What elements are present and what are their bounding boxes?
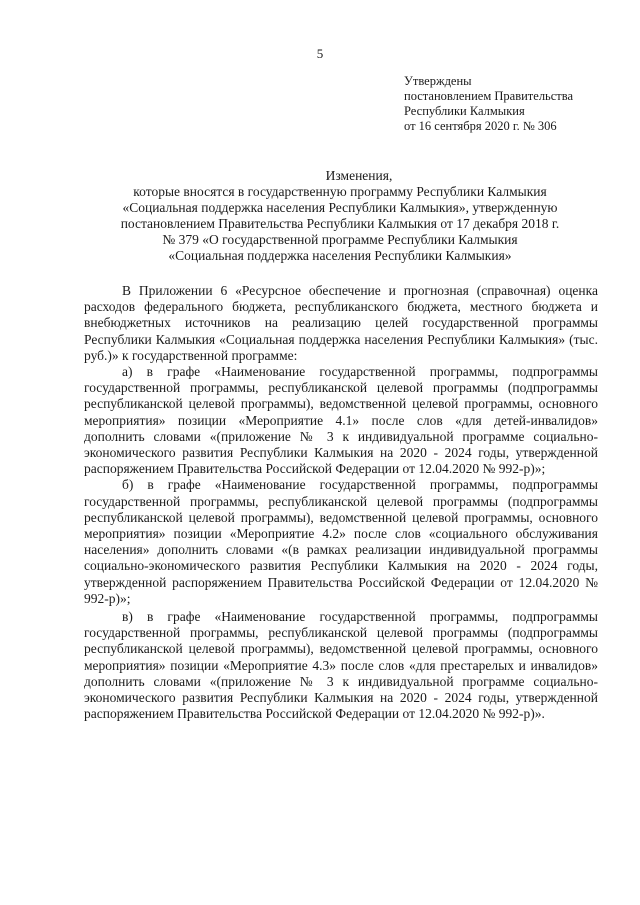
title-line: № 379 «О государственной программе Республики Калмыкия bbox=[162, 232, 518, 247]
approval-stamp bbox=[404, 74, 634, 134]
page-number: 5 bbox=[316, 46, 324, 61]
document-title bbox=[80, 168, 600, 264]
title-line: «Социальная поддержка населения Республики Калмыкия» bbox=[168, 248, 512, 263]
body-paragraph-intro: В Приложении 6 «Ресурсное обеспечение и прогнозная (справочная) оценка расходов федерального бюджета, республиканского бюджета, местного бюджета и внебюджетных источников на реализацию целей государственной программы Республики Калмыкия «Социальная поддержка населения Республики Калмыкия» (тыс. руб.)» к государственной программе: bbox=[84, 283, 598, 363]
approval-line: Утверждены bbox=[404, 74, 472, 88]
document-body bbox=[84, 283, 598, 722]
body-paragraph-b: б) в графе «Наименование государственной программы, подпрограммы государственной программы, республиканской целевой программы (подпрограммы республиканской целевой программы), ведомственной целевой программы, основного мероприятия» позиции «Мероприятие 4.2» после слов «социального обслуживания населения» дополнить словами «(в рамках реализации индивидуальной программы социально-экономического развития Республики Калмыкия на 2020 - 2024 годы, утвержденной распоряжением Правительства Российской Федерации от 12.04.2020 № 992-р)»; bbox=[84, 477, 598, 606]
body-paragraph-c: в) в графе «Наименование государственной программы, подпрограммы государственной программы, республиканской целевой программы (подпрограммы республиканской целевой программы), ведомственной целевой программы, основного мероприятия» позиции «Мероприятие 4.3» после слов «для престарелых и инвалидов» дополнить словами «(приложение № 3 к индивидуальной программе социально-экономического развития Республики Калмыкия на 2020 - 2024 годы, утвержденной распоряжением Правительства Российской Федерации от 12.04.2020 № 992-р)». bbox=[84, 609, 598, 722]
approval-line: постановлением Правительства bbox=[404, 89, 574, 103]
title-line: постановлением Правительства Республики Калмыкия от 17 декабря 2018 г. bbox=[120, 216, 560, 231]
body-paragraph-a: а) в графе «Наименование государственной программы, подпрограммы государственной программы, республиканской целевой программы (подпрограммы республиканской целевой программы), ведомственной целевой программы, основного мероприятия» позиции «Мероприятие 4.1» после слов «для детей-инвалидов» дополнить словами «(приложение № 3 к индивидуальной программе социально-экономического развития Республики Калмыкия на 2020 - 2024 годы, утвержденной распоряжением Правительства Российской Федерации от 12.04.2020 № 992-р)»; bbox=[84, 364, 598, 477]
title-line: Изменения, bbox=[325, 168, 393, 183]
title-line: «Социальная поддержка населения Республики Калмыкия», утвержденную bbox=[122, 200, 558, 215]
approval-line: Республики Калмыкия bbox=[404, 104, 525, 118]
title-line: которые вносятся в государственную программу Республики Калмыкия bbox=[133, 184, 547, 199]
approval-line: от 16 сентября 2020 г. № 306 bbox=[404, 119, 557, 133]
